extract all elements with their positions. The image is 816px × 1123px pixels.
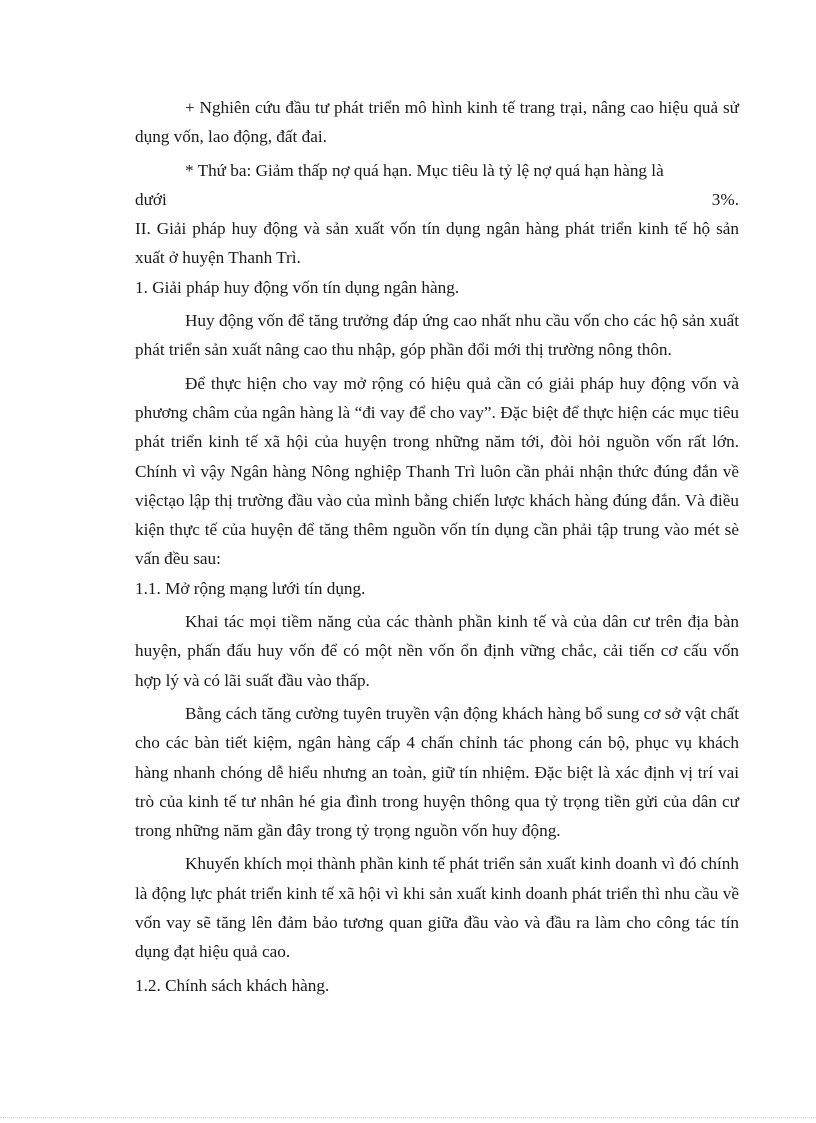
paragraph-encourage-economy: Khuyến khích mọi thành phần kinh tế phát triển sản xuất kinh doanh vì đó chính là động lực phát triển kinh tế xã hội vì khi sản xuất kinh doanh phát triển thì nhu cầu về vốn vay sẽ tăng lên đảm bảo tương quan giữa đầu vào và đầu ra làm cho công tác tín dụng đạt hiệu quả cao. (135, 854, 739, 962)
section-heading-1-1: 1.1. Mở rộng mạng lưới tín dụng. (135, 578, 366, 598)
paragraph-third-goal: * Thứ ba: Giảm thấp nợ quá hạn. Mục tiêu là tỷ lệ nợ quá hạn hàng là (185, 160, 664, 180)
section-heading-1: 1. Giải pháp huy động vốn tín dụng ngân hàng. (135, 277, 460, 297)
paragraph-promotion: Bằng cách tăng cường tuyên truyền vận động khách hàng bổ sung cơ sở vật chất cho các bàn tiết kiệm, ngân hàng cấp 4 chấn chỉnh tác phong cán bộ, phục vụ khách hàng nhanh chóng dễ hiểu nhưng an toàn, giữ tín nhiệm. Đặc biệt là xác định vị trí vai trò của kinh tế tư nhân hé gia đình trong huyện thông qua tỷ trọng tiền gửi của dân cư trong những năm gần đây trong tỷ trọng nguồn vốn huy động. (135, 703, 739, 841)
third-goal-percent: 3%. (711, 189, 739, 209)
page-bottom-rule (0, 1117, 816, 1118)
section-heading-1-2: 1.2. Chính sách khách hàng. (135, 975, 330, 995)
section-heading-ii: II. Giải pháp huy động và sản xuất vốn tín dụng ngân hàng phát triển kinh tế hộ sản xuất ở huyện Thanh Trì. (135, 219, 739, 268)
paragraph-farm-model-research: + Nghiên cứu đầu tư phát triển mô hình kinh tế trang trại, nâng cao hiệu quả sử dụng vốn, lao động, đất đai. (135, 98, 739, 147)
third-goal-word-below: dưới (135, 189, 167, 209)
document-page (135, 93, 739, 1000)
paragraph-third-goal-continuation (135, 185, 739, 214)
paragraph-lending-expansion: Để thực hiện cho vay mở rộng có hiệu quả cần có giải pháp huy động vốn và phương châm của ngân hàng là “đi vay để cho vay”. Đặc biệt để thực hiện các mục tiêu phát triển kinh tế xã hội của huyện trong những năm tới, đòi hỏi nguồn vốn rất lớn. Chính vì vậy Ngân hàng Nông nghiệp Thanh Trì luôn cần phải nhận thức đúng đắn về việctạo lập thị trường đầu vào của mình bằng chiến lược khách hàng đúng đắn. Và điều kiện thực tế của huyện để tăng thêm nguồn vốn tín dụng cần phải tập trung vào mét sè vấn đều sau: (135, 373, 739, 569)
paragraph-capital-mobilization: Huy động vốn để tăng trưởng đáp ứng cao nhất nhu cầu vốn cho các hộ sản xuất phát triển sản xuất nâng cao thu nhập, góp phần đổi mới thị trường nông thôn. (135, 311, 739, 360)
paragraph-exploit-potential: Khai tác mọi tiềm năng của các thành phần kinh tế và của dân cư trên địa bàn huyện, phấn đấu huy vốn để có một nền vốn ổn định vững chắc, cải tiến cơ cấu vốn hợp lý và có lãi suất đầu vào thấp. (135, 612, 739, 690)
